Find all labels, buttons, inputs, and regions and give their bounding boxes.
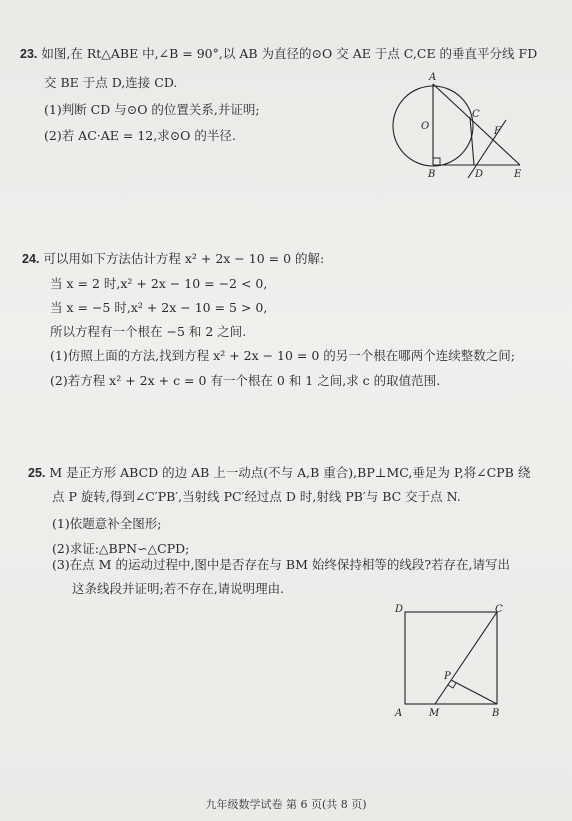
q25-part3-cont: 这条线段并证明;若不存在,请说明理由. [72,581,285,596]
label-b: B [428,169,436,180]
label-a: A [395,708,403,719]
segment-ae [433,84,520,165]
square-abcd [405,612,497,704]
q23-part2: (2)若 AC·AE = 12,求⊙O 的半径. [44,128,236,143]
q23-number: 23. [20,47,38,61]
label-f: F [494,126,501,137]
q23-stem-2: 交 BE 于点 D,连接 CD. [44,75,178,90]
q24-number: 24. [22,252,40,266]
right-angle-b [433,158,440,165]
q23-stem-1: 如图,在 Rt△ABE 中,∠B = 90°,以 AB 为直径的⊙O 交 AE 于点 C,CE 的垂直平分线 FD [41,46,538,61]
label-e: E [514,169,522,180]
q25-figure [390,600,515,725]
label-p: P [444,671,451,682]
q24-stem-2: 当 x = 2 时,x² + 2x − 10 = −2 < 0, [50,276,268,291]
q24-stem-4: 所以方程有一个根在 −5 和 2 之间. [50,324,247,339]
label-b: B [492,708,500,719]
q24-line1 [22,250,324,268]
q25-number: 25. [28,466,46,480]
q25-part1: (1)依题意补全图形; [52,516,162,531]
q24-stem-3: 当 x = −5 时,x² + 2x − 10 = 5 > 0, [50,300,268,315]
q25-stem-1: M 是正方形 ABCD 的边 AB 上一动点(不与 A,B 重合),BP⊥MC,垂足为 P,将∠CPB 绕 [49,465,531,480]
q23-part1: (1)判断 CD 与⊙O 的位置关系,并证明; [44,102,260,117]
segment-bp [451,680,497,704]
q25-part3: (3)在点 M 的运动过程中,图中是否存在与 BM 始终保持相等的线段?若存在,请写出 [52,557,511,572]
q25-part2: (2)求证:△BPN∽△CPD; [52,541,190,556]
label-a: A [429,72,437,83]
label-o: O [421,121,430,132]
q24-stem-1: 可以用如下方法估计方程 x² + 2x − 10 = 0 的解: [43,251,325,266]
q25-line1 [28,464,530,482]
q23-figure [388,70,528,185]
q25-stem-2: 点 P 旋转,得到∠C′PB′,当射线 PC′经过点 D 时,射线 PB′与 BC 交于点 N. [52,489,461,504]
label-c: C [472,109,480,120]
label-d: D [475,169,484,180]
q24-part1: (1)仿照上面的方法,找到方程 x² + 2x − 10 = 0 的另一个根在哪两个连续整数之间; [50,348,516,363]
q23-line1 [20,45,537,63]
page-footer: 九年级数学试卷 第 6 页(共 8 页) [205,798,367,811]
label-d: D [395,604,404,615]
label-c: C [495,604,503,615]
label-m: M [429,708,440,719]
segment-mc [435,612,497,704]
q24-part2: (2)若方程 x² + 2x + c = 0 有一个根在 0 和 1 之间,求 c 的取值范围. [50,373,441,388]
